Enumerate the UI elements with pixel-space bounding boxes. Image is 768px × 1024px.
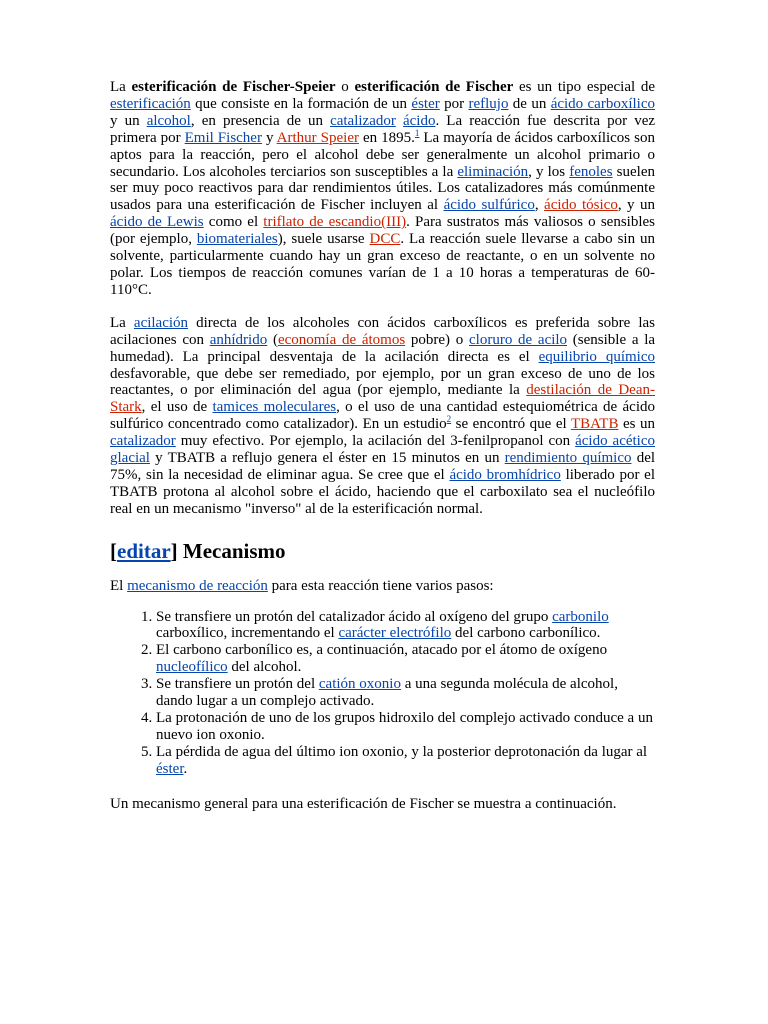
link-dcc[interactable]: DCC (369, 231, 401, 248)
link-eliminacion[interactable]: eliminación (457, 163, 529, 180)
link-acido-tosico[interactable]: ácido tósico (544, 197, 618, 214)
list-item (156, 609, 655, 643)
link-biomateriales[interactable]: biomateriales (196, 231, 278, 248)
list-item (156, 710, 655, 744)
link-triflato[interactable]: triflato de escandio(III) (263, 214, 407, 231)
list-item (156, 676, 655, 710)
intro-paragraph (110, 79, 655, 299)
text: , y un (617, 197, 655, 214)
link-esterificacion[interactable]: esterificación (110, 95, 191, 112)
citation-link-2[interactable]: 2 (446, 414, 452, 425)
bold-term: esterificación de Fischer-Speier (131, 79, 336, 95)
text: , en presencia de un (190, 112, 331, 129)
text: , el uso de (141, 399, 213, 416)
text: La protonación de uno de los grupos hidroxilo del complejo activado conduce a un nuevo ion oxonio. (156, 710, 653, 743)
closing-paragraph: Un mecanismo general para una esterificación de Fischer se muestra a continuación. (110, 795, 617, 812)
text: por (439, 95, 469, 112)
link-acido-sulfurico[interactable]: ácido sulfúrico (443, 197, 535, 214)
text: a una segunda molécula de alcohol, dando lugar a un complejo activado. (156, 676, 618, 710)
text: y TBATB a reflujo genera el éster en 15 minutos en un (149, 450, 505, 467)
text: desfavorable, que debe ser remediado, por ejemplo, por un gran exceso de uno de los reactantes, o por eliminación del agua (por ejemplo, mediante la (110, 365, 655, 399)
text: suelen ser muy poco reactivos para dar rendimientos útiles. Los catalizadores más comúnmente usados para una esterificación de Fischer incluyen al (110, 163, 655, 214)
link-acido-carboxilico[interactable]: ácido carboxílico (550, 95, 655, 112)
text: y (261, 129, 277, 146)
text: . La reacción fue descrita por vez primera por (110, 112, 656, 146)
link-emil-fischer[interactable]: Emil Fischer (184, 129, 262, 146)
text: del alcohol. (227, 659, 302, 676)
text: El (110, 577, 128, 594)
text: es un tipo especial de (513, 79, 655, 95)
text: del carbono carbonílico. (451, 625, 601, 642)
text: La (110, 79, 132, 95)
text: La pérdida de agua del último ion oxonio, y la posterior deprotonación da lugar al (156, 743, 648, 760)
link-tamices-moleculares[interactable]: tamices moleculares (212, 399, 337, 416)
link-economia-atomos[interactable]: economía de átomos (277, 331, 406, 348)
text: (sensible a la humedad). La principal desventaja de la acilación directa es el (110, 331, 656, 365)
text: ( (267, 331, 278, 348)
text (396, 113, 403, 129)
text: , y los (528, 163, 570, 180)
text: pobre) o (405, 331, 469, 348)
mechanism-intro (110, 578, 655, 595)
text: o (335, 79, 355, 95)
link-acilacion[interactable]: acilación (133, 314, 189, 331)
link-caracter-electrofilo[interactable]: carácter electrófilo (338, 625, 452, 642)
text: directa de los alcoholes con ácidos carboxílicos es preferida sobre las acilaciones con (110, 314, 656, 348)
link-fenoles[interactable]: fenoles (569, 163, 613, 180)
bold-term: esterificación de Fischer (354, 79, 514, 95)
link-nucleofilico[interactable]: nucleofílico (156, 659, 228, 676)
link-reflujo[interactable]: reflujo (468, 95, 509, 112)
text: La mayoría de ácidos carboxílicos son aptos para la reacción, pero el alcohol debe ser generalmente un alcohol primario o secundario. Los alcoholes terciarios son susceptibles a la (110, 129, 655, 180)
text: , (534, 197, 545, 214)
text: como el (203, 214, 264, 231)
text: muy efectivo. Por ejemplo, la acilación del 3-fenilpropanol con (175, 433, 576, 450)
list-item (156, 744, 655, 778)
text: . Para sustratos más valiosos o sensibles (por ejemplo, (110, 214, 655, 248)
section-heading (110, 538, 655, 564)
text: de un (508, 95, 551, 112)
article-content (110, 79, 655, 813)
edit-bracket: ] (170, 538, 178, 563)
link-ester[interactable]: éster (156, 760, 184, 777)
text: en 1895. (358, 129, 415, 146)
text: es un (618, 416, 655, 433)
link-anhidrido[interactable]: anhídrido (209, 331, 268, 348)
link-mecanismo-reaccion[interactable]: mecanismo de reacción (127, 577, 268, 594)
text: liberado por el TBATB protona al alcohol sobre el ácido, haciendo que el carboxilato sea el nucleófilo real en un mecanismo "inverso" al de la esterificación normal. (110, 466, 655, 517)
link-equilibrio-quimico[interactable]: equilibrio químico (538, 348, 656, 365)
link-destilacion-dean-stark[interactable]: destilación de Dean-Stark (110, 382, 655, 416)
text: y un (110, 112, 147, 129)
text: se encontró que el (451, 416, 571, 433)
text: que consiste en la formación de un (190, 95, 412, 112)
text: El carbono carbonílico es, a continuación, atacado por el átomo de oxígeno (156, 642, 608, 659)
citation-link-1[interactable]: 1 (414, 127, 420, 138)
text: del 75%, sin la necesidad de eliminar agua. Se cree que el (110, 450, 656, 483)
text: ), suele usarse (277, 231, 370, 248)
link-acido-acetico-glacial[interactable]: ácido acético glacial (110, 433, 656, 467)
link-rendimiento-quimico[interactable]: rendimiento químico (504, 450, 632, 467)
link-alcohol[interactable]: alcohol (146, 112, 191, 129)
link-catalizador[interactable]: catalizador (110, 433, 176, 450)
link-tbatb[interactable]: TBATB (570, 416, 619, 433)
text: Se transfiere un protón del catalizador ácido al oxígeno del grupo (156, 608, 553, 625)
link-catalizador[interactable]: catalizador (330, 112, 396, 129)
mechanism-steps-list (110, 609, 655, 778)
text: . (183, 760, 188, 777)
edit-bracket: [ (110, 538, 117, 563)
list-item (156, 642, 655, 676)
link-carbonilo[interactable]: carbonilo (552, 608, 609, 625)
text: Se transfiere un protón del (156, 676, 319, 693)
link-arthur-speier[interactable]: Arthur Speier (276, 129, 359, 146)
text: , o el uso de una cantidad estequiométrica de ácido sulfúrico concentrado como catalizador). En un estudio (110, 399, 655, 433)
link-acido[interactable]: ácido (402, 112, 436, 129)
link-acido-bromhidrico[interactable]: ácido bromhídrico (449, 466, 561, 483)
text: La (110, 314, 134, 331)
text: . La reacción suele llevarse a cabo sin un solvente, particularmente cuando hay un gran exceso de reactante, o en un solvente no polar. Los tiempos de reacción comunes varían de 1 a 10 horas a temperaturas de 60-110°C. (110, 231, 655, 298)
link-acido-lewis[interactable]: ácido de Lewis (110, 214, 204, 231)
link-ester[interactable]: éster (411, 95, 440, 112)
edit-section-link[interactable]: editar (117, 538, 171, 563)
text: para esta reacción tiene varios pasos: (267, 577, 494, 594)
link-cation-oxonio[interactable]: catión oxonio (318, 676, 401, 693)
link-cloruro-acilo[interactable]: cloruro de acilo (469, 331, 568, 348)
acylation-paragraph (110, 315, 655, 518)
section-title: Mecanismo (177, 538, 286, 563)
text: carboxílico, incrementando el (156, 625, 339, 642)
